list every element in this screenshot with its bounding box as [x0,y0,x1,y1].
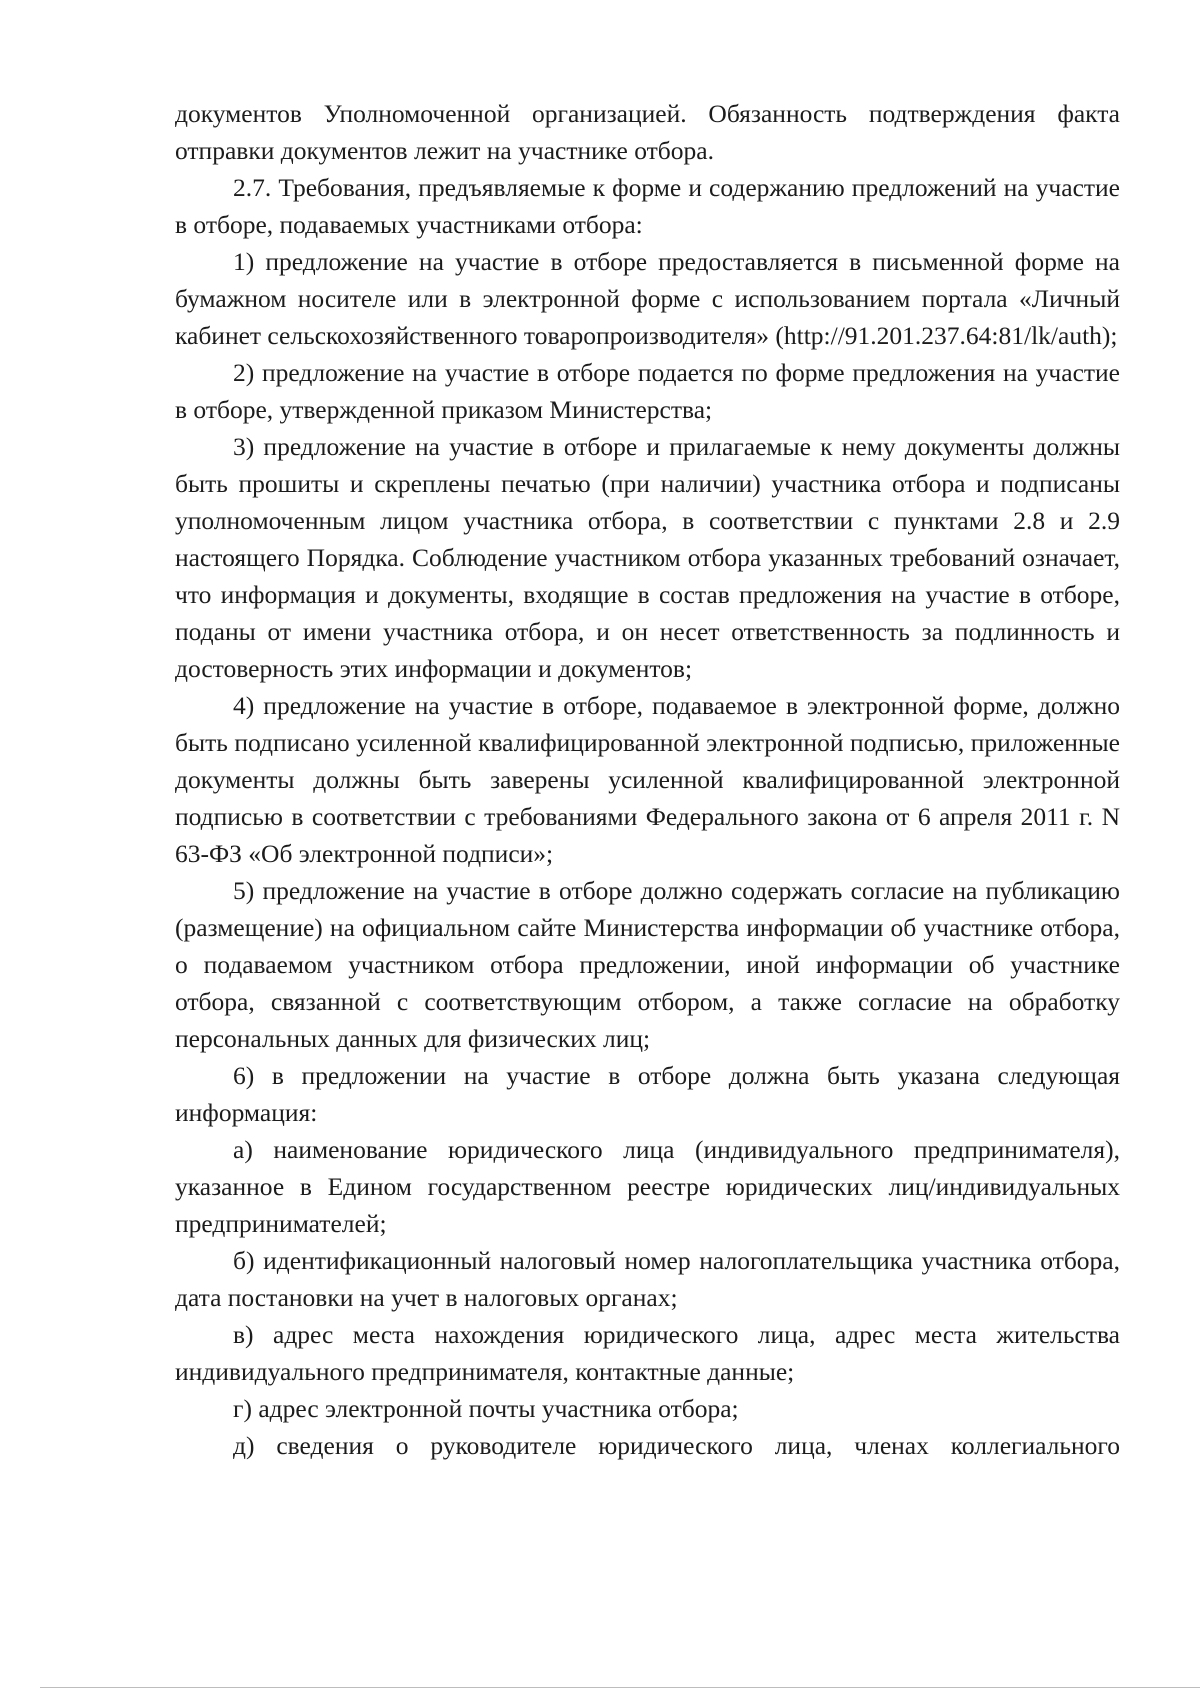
page-bottom-line [40,1687,1200,1688]
paragraph-continuation: документов Уполномоченной организацией. Обязанность подтверждения факта отправки документов лежит на участнике отбора. [175,99,1120,165]
paragraph-item-5: 5) предложение на участие в отборе должно содержать согласие на публикацию (размещение) на официальном сайте Министерства информации об участнике отбора, о подаваемом участником отбора предложении, иной информации об участнике отбора, связанной с соответствующим отбором, а также согласие на обработку персональных данных для физических лиц; [175,876,1120,1053]
document-body [175,95,1120,1464]
paragraph-subitem-v: в) адрес места нахождения юридического лица, адрес места жительства индивидуального предпринимателя, контактные данные; [175,1320,1120,1386]
paragraph-item-6: 6) в предложении на участие в отборе должна быть указана следующая информация: [175,1061,1120,1127]
paragraph-item-3: 3) предложение на участие в отборе и прилагаемые к нему документы должны быть прошиты и скреплены печатью (при наличии) участника отбора и подписаны уполномоченным лицом участника отбора, в соответствии с пунктами 2.8 и 2.9 настоящего Порядка. Соблюдение участником отбора указанных требований означает, что информация и документы, входящие в состав предложения на участие в отборе, поданы от имени участника отбора, и он несет ответственность за подлинность и достоверность этих информации и документов; [175,432,1120,683]
paragraph-item-4: 4) предложение на участие в отборе, подаваемое в электронной форме, должно быть подписано усиленной квалифицированной электронной подписью, приложенные документы должны быть заверены усиленной квалифицированной электронной подписью в соответствии с требованиями Федерального закона от 6 апреля 2011 г. N 63-ФЗ «Об электронной подписи»; [175,691,1120,868]
paragraph-subitem-a: а) наименование юридического лица (индивидуального предпринимателя), указанное в Едином государственном реестре юридических лиц/индивидуальных предпринимателей; [175,1135,1120,1238]
paragraph-item-2: 2) предложение на участие в отборе подается по форме предложения на участие в отборе, утвержденной приказом Министерства; [175,358,1120,424]
paragraph-item-1: 1) предложение на участие в отборе предоставляется в письменной форме на бумажном носителе или в электронной форме с использованием портала «Личный кабинет сельскохозяйственного товаропроизводителя» (http://91.201.237.64:81/lk/auth); [175,247,1120,350]
paragraph-subitem-g: г) адрес электронной почты участника отбора; [233,1394,739,1423]
paragraph-subitem-b: б) идентификационный налоговый номер налогоплательщика участника отбора, дата постановки на учет в налоговых органах; [175,1246,1120,1312]
paragraph-subitem-d: д) сведения о руководителе юридического лица, членах коллегиального [233,1431,1120,1460]
paragraph-2-7: 2.7. Требования, предъявляемые к форме и содержанию предложений на участие в отборе, подаваемых участниками отбора: [175,173,1120,239]
